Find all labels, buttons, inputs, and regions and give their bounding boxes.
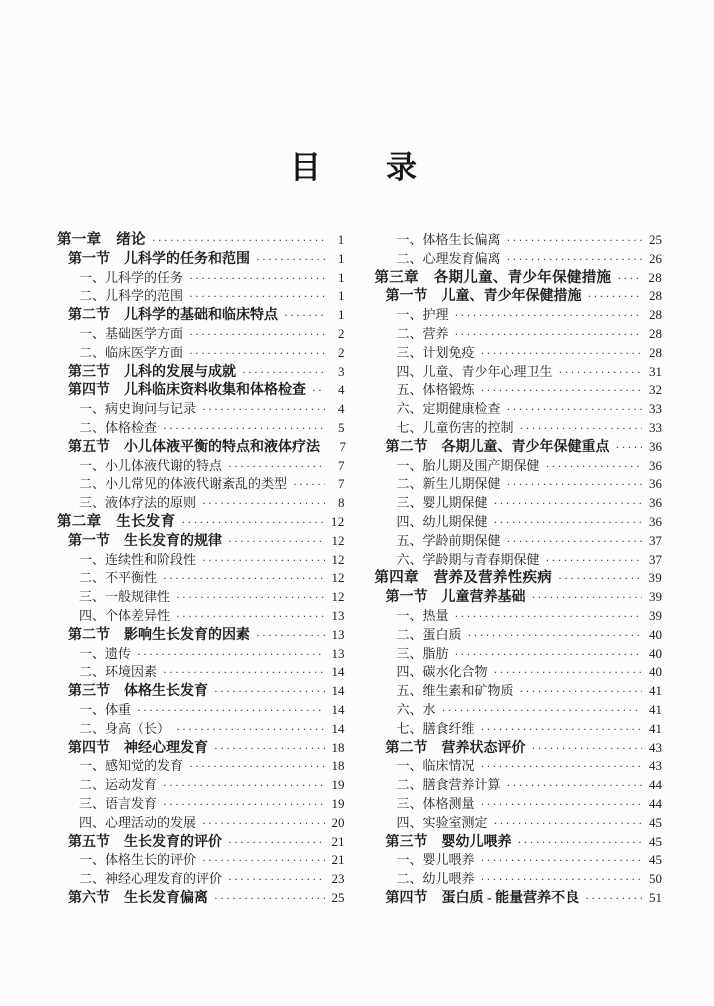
toc-entry-page: 14 [331, 664, 345, 680]
toc-entry [375, 457, 663, 476]
toc-entry-label: 三、液体疗法的原则 [79, 495, 197, 511]
toc-entry [57, 833, 345, 852]
toc-entry-label: 一、热量 [396, 607, 449, 623]
toc-entry-page: 44 [649, 777, 662, 793]
toc-entry-label: 二、小儿常见的体液代谢紊乱的类型 [79, 476, 288, 492]
dotted-leader [481, 851, 642, 871]
toc-entry-label: 第二节 儿科学的基础和临床特点 [68, 308, 278, 324]
toc-entry [57, 626, 345, 645]
toc-entry [375, 814, 663, 833]
dotted-leader [256, 251, 325, 270]
dotted-leader [293, 475, 324, 495]
toc-entry [57, 363, 345, 382]
toc-entry-page: 28 [648, 269, 662, 285]
toc-entry-page: 28 [649, 288, 662, 304]
toc-entry-page: 5 [338, 419, 345, 435]
toc-entry-label: 一、临床情况 [396, 758, 475, 774]
toc-entry [375, 344, 663, 363]
dotted-leader [176, 720, 324, 740]
toc-entry-label: 第一节 生长发育的规律 [68, 533, 222, 549]
toc-entry-page: 45 [649, 814, 662, 830]
toc-entry [57, 757, 345, 776]
dotted-leader [284, 307, 325, 326]
toc-entry-page: 40 [649, 645, 662, 661]
dotted-leader [442, 701, 642, 721]
toc-entry [57, 607, 345, 626]
toc-entry-page: 12 [331, 551, 345, 567]
toc-entry [57, 795, 345, 814]
toc-entry-label: 第四章 营养及营养性疾病 [374, 570, 553, 587]
dotted-leader [455, 645, 642, 665]
toc-entry-page: 1 [337, 232, 345, 247]
toc-entry-label: 第三章 各期儿童、青少年保健措施 [374, 269, 612, 286]
dotted-leader [176, 588, 324, 608]
toc-entry-label: 一、遗传 [79, 645, 132, 661]
dotted-leader [202, 814, 324, 834]
dotted-leader [507, 400, 642, 420]
toc-entry [375, 607, 663, 626]
toc-entry-label: 二、临床医学方面 [79, 344, 184, 360]
toc-entry-label: 三、体格测量 [396, 795, 475, 811]
toc-entry-label: 一、婴儿喂养 [396, 852, 475, 868]
toc-entry [375, 870, 663, 889]
toc-entry [375, 682, 663, 701]
toc-entry-page: 21 [331, 833, 345, 849]
toc-entry-label: 第四节 神经心理发育 [68, 740, 208, 756]
toc-entry-page: 14 [331, 720, 345, 736]
dotted-leader [455, 607, 642, 627]
toc-entry-page: 39 [649, 607, 662, 623]
toc-entry-page: 1 [338, 288, 345, 304]
toc-entry [375, 626, 663, 645]
dotted-leader [468, 626, 642, 646]
toc-columns [57, 231, 662, 908]
dotted-leader [189, 287, 324, 307]
toc-entry-label: 四、碳水化合物 [396, 664, 488, 680]
toc-entry [375, 663, 663, 682]
dotted-leader [520, 682, 642, 702]
toc-entry-label: 二、神经心理发育的评价 [79, 871, 223, 887]
toc-entry-page: 4 [338, 401, 345, 417]
toc-entry-label: 一、护理 [396, 307, 449, 323]
toc-entry-label: 三、婴儿期保健 [396, 495, 488, 511]
toc-entry-label: 第五节 生长发育的评价 [68, 834, 222, 850]
dotted-leader [532, 589, 643, 608]
dotted-leader [137, 701, 324, 721]
toc-entry-page: 28 [649, 344, 662, 360]
toc-entry-label: 五、维生素和矿物质 [396, 683, 514, 699]
toc-entry-page: 4 [338, 382, 345, 398]
toc-entry-page: 31 [649, 363, 662, 379]
toc-entry-label: 五、体格锻炼 [396, 382, 475, 398]
dotted-leader [163, 795, 324, 815]
toc-entry [375, 645, 663, 664]
toc-entry-label: 第四节 儿科临床资料收集和体格检查 [68, 383, 306, 399]
dotted-leader [616, 439, 643, 458]
toc-entry-label: 二、环境因素 [79, 664, 158, 680]
toc-entry-page: 39 [649, 589, 662, 605]
toc-entry-page: 44 [649, 795, 662, 811]
toc-entry-page: 7 [338, 457, 345, 473]
toc-entry [375, 701, 663, 720]
dotted-leader [189, 269, 324, 289]
toc-entry-page: 12 [331, 532, 345, 548]
toc-entry [375, 438, 663, 457]
toc-entry-page: 41 [649, 701, 662, 717]
toc-entry [375, 720, 663, 739]
toc-entry-label: 二、不平衡性 [79, 570, 158, 586]
toc-column-left [57, 231, 345, 908]
toc-entry [57, 551, 345, 570]
toc-entry-label: 二、膳食营养计算 [396, 777, 501, 793]
toc-entry [57, 400, 345, 419]
toc-entry [57, 269, 345, 288]
toc-entry-label: 第四节 蛋白质 - 能量营养不良 [385, 890, 580, 906]
toc-entry-label: 四、儿童、青少年心理卫生 [396, 363, 553, 379]
toc-entry-page: 14 [331, 701, 345, 717]
toc-entry [375, 269, 663, 288]
dotted-leader [558, 569, 642, 589]
dotted-leader [228, 870, 324, 890]
toc-entry-label: 二、身高（长） [79, 720, 171, 736]
toc-entry-label: 一、胎儿期及围产期保健 [396, 457, 540, 473]
toc-entry-page: 13 [331, 607, 345, 623]
dotted-leader [494, 513, 642, 533]
toc-entry [57, 814, 345, 833]
toc-entry [57, 889, 345, 908]
toc-entry-label: 七、儿童伤害的控制 [396, 419, 514, 435]
toc-entry-label: 七、膳食纤维 [396, 720, 475, 736]
toc-entry [57, 419, 345, 438]
toc-entry-page: 50 [649, 871, 662, 887]
dotted-leader [202, 400, 324, 420]
dotted-leader [202, 494, 324, 514]
dotted-leader [312, 382, 325, 401]
toc-entry-label: 二、幼儿喂养 [396, 871, 475, 887]
dotted-leader [202, 851, 324, 871]
toc-entry [57, 438, 345, 457]
toc-column-right [375, 231, 663, 908]
toc-entry-label: 二、儿科学的范围 [79, 288, 184, 304]
dotted-leader [455, 325, 642, 345]
toc-entry [57, 513, 345, 532]
dotted-leader [507, 231, 642, 251]
toc-entry [375, 325, 663, 344]
dotted-leader [481, 344, 642, 364]
toc-entry-label: 第一节 儿科学的任务和范围 [68, 251, 250, 267]
toc-entry [57, 475, 345, 494]
dotted-leader [455, 306, 642, 326]
dotted-leader [163, 663, 324, 683]
toc-entry-label: 一、体格生长的评价 [79, 852, 197, 868]
dotted-leader [532, 740, 643, 759]
toc-entry [375, 889, 663, 908]
toc-entry-page: 3 [338, 363, 345, 379]
toc-entry [57, 494, 345, 513]
dotted-leader [494, 663, 642, 683]
dotted-leader [228, 834, 325, 853]
toc-entry-label: 一、儿科学的任务 [79, 269, 184, 285]
toc-entry [375, 513, 663, 532]
toc-entry-page: 36 [649, 495, 662, 511]
toc-entry-label: 第一章 绪论 [57, 232, 146, 248]
toc-entry [57, 231, 345, 250]
dotted-leader [518, 834, 643, 853]
toc-entry-page: 23 [331, 871, 345, 887]
toc-entry [57, 720, 345, 739]
toc-entry [57, 645, 345, 664]
toc-entry-page: 19 [331, 795, 345, 811]
toc-entry-page: 36 [649, 476, 662, 492]
toc-entry-page: 13 [331, 645, 345, 661]
toc-entry-page: 2 [338, 344, 345, 360]
toc-entry-label: 六、定期健康检查 [396, 401, 501, 417]
toc-entry-page: 43 [649, 758, 662, 774]
toc-entry [57, 682, 345, 701]
toc-entry-page: 20 [331, 814, 345, 830]
toc-entry-label: 一、基础医学方面 [79, 325, 184, 341]
toc-entry-label: 四、个体差异性 [79, 607, 171, 623]
toc-entry-page: 18 [331, 739, 345, 755]
toc-entry-label: 二、心理发育偏离 [396, 250, 501, 266]
toc-entry-page: 41 [649, 683, 662, 699]
toc-entry [57, 344, 345, 363]
dotted-leader [559, 363, 642, 383]
toc-entry [57, 457, 345, 476]
toc-entry-page: 37 [649, 532, 662, 548]
toc-entry [375, 795, 663, 814]
toc-entry [57, 306, 345, 325]
dotted-leader [152, 231, 325, 251]
toc-entry-page: 33 [649, 401, 662, 417]
dotted-leader [585, 890, 642, 909]
toc-entry-label: 一、连续性和阶段性 [79, 551, 197, 567]
toc-entry-page: 1 [338, 250, 345, 266]
dotted-leader [228, 457, 324, 477]
toc-entry-label: 一、感知觉的发育 [79, 758, 184, 774]
toc-entry [57, 325, 345, 344]
toc-entry [375, 588, 663, 607]
dotted-leader [163, 419, 324, 439]
toc-entry-label: 第二节 各期儿童、青少年保健重点 [385, 439, 610, 455]
toc-entry-label: 二、蛋白质 [396, 626, 462, 642]
toc-entry-label: 三、脂肪 [396, 645, 449, 661]
toc-entry [57, 851, 345, 870]
toc-entry [375, 551, 663, 570]
toc-entry [375, 231, 663, 250]
toc-entry-page: 41 [649, 720, 662, 736]
toc-entry-page: 18 [331, 758, 345, 774]
toc-entry [375, 419, 663, 438]
toc-entry [375, 494, 663, 513]
dotted-leader [546, 457, 642, 477]
dotted-leader [507, 776, 642, 796]
dotted-leader [214, 890, 325, 909]
dotted-leader [617, 269, 642, 289]
toc-entry-page: 39 [648, 570, 662, 586]
toc-entry-page: 36 [649, 438, 662, 454]
toc-entry [57, 588, 345, 607]
toc-entry-page: 25 [649, 232, 662, 247]
toc-entry-label: 一、病史询问与记录 [79, 401, 197, 417]
toc-entry-label: 第二节 营养状态评价 [385, 740, 526, 756]
page-title: 目 录 [290, 150, 418, 185]
dotted-leader [163, 569, 324, 589]
toc-entry [57, 287, 345, 306]
toc-entry [375, 739, 663, 758]
dotted-leader [507, 532, 642, 552]
dotted-leader [189, 757, 324, 777]
toc-entry [57, 250, 345, 269]
toc-entry-label: 第二章 生长发育 [57, 513, 176, 530]
toc-entry-page: 36 [649, 513, 662, 529]
toc-entry-label: 一、体格生长偏离 [396, 232, 501, 247]
toc-entry [375, 776, 663, 795]
toc-entry-page: 13 [331, 626, 345, 642]
toc-entry [57, 776, 345, 795]
toc-entry [57, 870, 345, 889]
dotted-leader [481, 795, 642, 815]
toc-entry-label: 第一节 儿童、青少年保健措施 [385, 289, 582, 305]
toc-entry [375, 306, 663, 325]
toc-entry [375, 400, 663, 419]
toc-entry-page: 14 [331, 683, 345, 699]
dotted-leader [481, 870, 642, 890]
toc-entry-page: 45 [649, 852, 662, 868]
toc-entry [57, 569, 345, 588]
dotted-leader [242, 364, 325, 383]
toc-entry-label: 第三节 体格生长发育 [68, 684, 208, 700]
toc-entry-label: 三、计划免疫 [396, 344, 475, 360]
toc-entry-page: 36 [649, 457, 662, 473]
toc-entry-page: 7 [338, 476, 345, 492]
toc-entry-label: 第二节 影响生长发育的因素 [68, 627, 250, 643]
toc-entry-label: 六、水 [396, 701, 436, 717]
dotted-leader [176, 607, 324, 627]
toc-entry-page: 2 [338, 325, 345, 341]
toc-entry [57, 532, 345, 551]
toc-entry-label: 二、运动发育 [79, 777, 158, 793]
toc-entry-label: 二、新生儿期保健 [396, 476, 501, 492]
dotted-leader [494, 494, 642, 514]
toc-entry-page: 12 [331, 589, 345, 605]
toc-entry-label: 三、一般规律性 [79, 589, 171, 605]
toc-entry-label: 二、体格检查 [79, 419, 158, 435]
toc-entry-label: 第六节 生长发育偏离 [68, 890, 208, 906]
toc-entry [57, 663, 345, 682]
toc-entry-label: 第三节 儿科的发展与成就 [68, 364, 236, 380]
toc-entry-page: 21 [331, 852, 345, 868]
toc-entry [57, 701, 345, 720]
toc-entry [375, 363, 663, 382]
dotted-leader [228, 533, 325, 552]
dotted-leader [588, 288, 643, 307]
toc-entry [375, 532, 663, 551]
dotted-leader [189, 325, 324, 345]
dotted-leader [202, 551, 324, 571]
toc-entry [375, 287, 663, 306]
toc-entry-page: 7 [339, 438, 346, 454]
dotted-leader [137, 645, 324, 665]
toc-entry-label: 四、心理活动的发展 [79, 814, 197, 830]
toc-entry-label: 四、幼儿期保健 [396, 513, 488, 529]
toc-entry [375, 757, 663, 776]
toc-entry [375, 851, 663, 870]
toc-entry [375, 475, 663, 494]
toc-entry [57, 739, 345, 758]
dotted-leader [181, 513, 324, 533]
toc-entry-page: 28 [649, 325, 662, 341]
dotted-leader [214, 683, 325, 702]
toc-entry-label: 五、学龄前期保健 [396, 532, 501, 548]
toc-entry-page: 37 [649, 551, 662, 567]
toc-entry-page: 32 [649, 382, 662, 398]
toc-entry-page: 12 [331, 570, 345, 586]
toc-entry-page: 1 [338, 269, 345, 285]
dotted-leader [507, 475, 642, 495]
dotted-leader [163, 776, 324, 796]
toc-entry-label: 第三节 婴幼儿喂养 [385, 834, 512, 850]
dotted-leader [507, 250, 642, 270]
dotted-leader [256, 627, 325, 646]
toc-entry-page: 40 [649, 664, 662, 680]
dotted-leader [520, 419, 642, 439]
dotted-leader [481, 720, 642, 740]
toc-entry-page: 8 [338, 495, 345, 511]
toc-entry [375, 381, 663, 400]
toc-entry [375, 833, 663, 852]
toc-entry-label: 第五节 小儿体液平衡的特点和液体疗法 [68, 439, 320, 455]
toc-entry-label: 一、体重 [79, 701, 132, 717]
dotted-leader [546, 551, 642, 571]
toc-entry-label: 一、小儿体液代谢的特点 [79, 457, 223, 473]
toc-entry-page: 51 [649, 889, 662, 905]
dotted-leader [189, 344, 324, 364]
toc-entry-page: 26 [649, 250, 662, 266]
toc-entry-page: 43 [649, 739, 662, 755]
toc-entry-page: 33 [649, 419, 662, 435]
toc-entry-page: 12 [330, 513, 345, 529]
toc-entry-label: 六、学龄期与青春期保健 [396, 551, 540, 567]
toc-entry-page: 19 [331, 777, 345, 793]
toc-entry-label: 三、语言发育 [79, 795, 158, 811]
toc-entry [375, 569, 663, 588]
toc-entry [57, 381, 345, 400]
toc-entry-page: 40 [649, 626, 662, 642]
dotted-leader [481, 381, 642, 401]
toc-entry-label: 二、营养 [396, 325, 449, 341]
dotted-leader [214, 740, 325, 759]
dotted-leader [481, 757, 642, 777]
toc-entry-page: 45 [649, 833, 662, 849]
toc-entry-page: 28 [649, 307, 662, 323]
toc-entry-page: 25 [331, 889, 345, 905]
toc-entry [375, 250, 663, 269]
dotted-leader [494, 814, 642, 834]
toc-entry-label: 四、实验室测定 [396, 814, 488, 830]
toc-entry-page: 1 [338, 307, 345, 323]
toc-entry-label: 第一节 儿童营养基础 [385, 590, 526, 606]
